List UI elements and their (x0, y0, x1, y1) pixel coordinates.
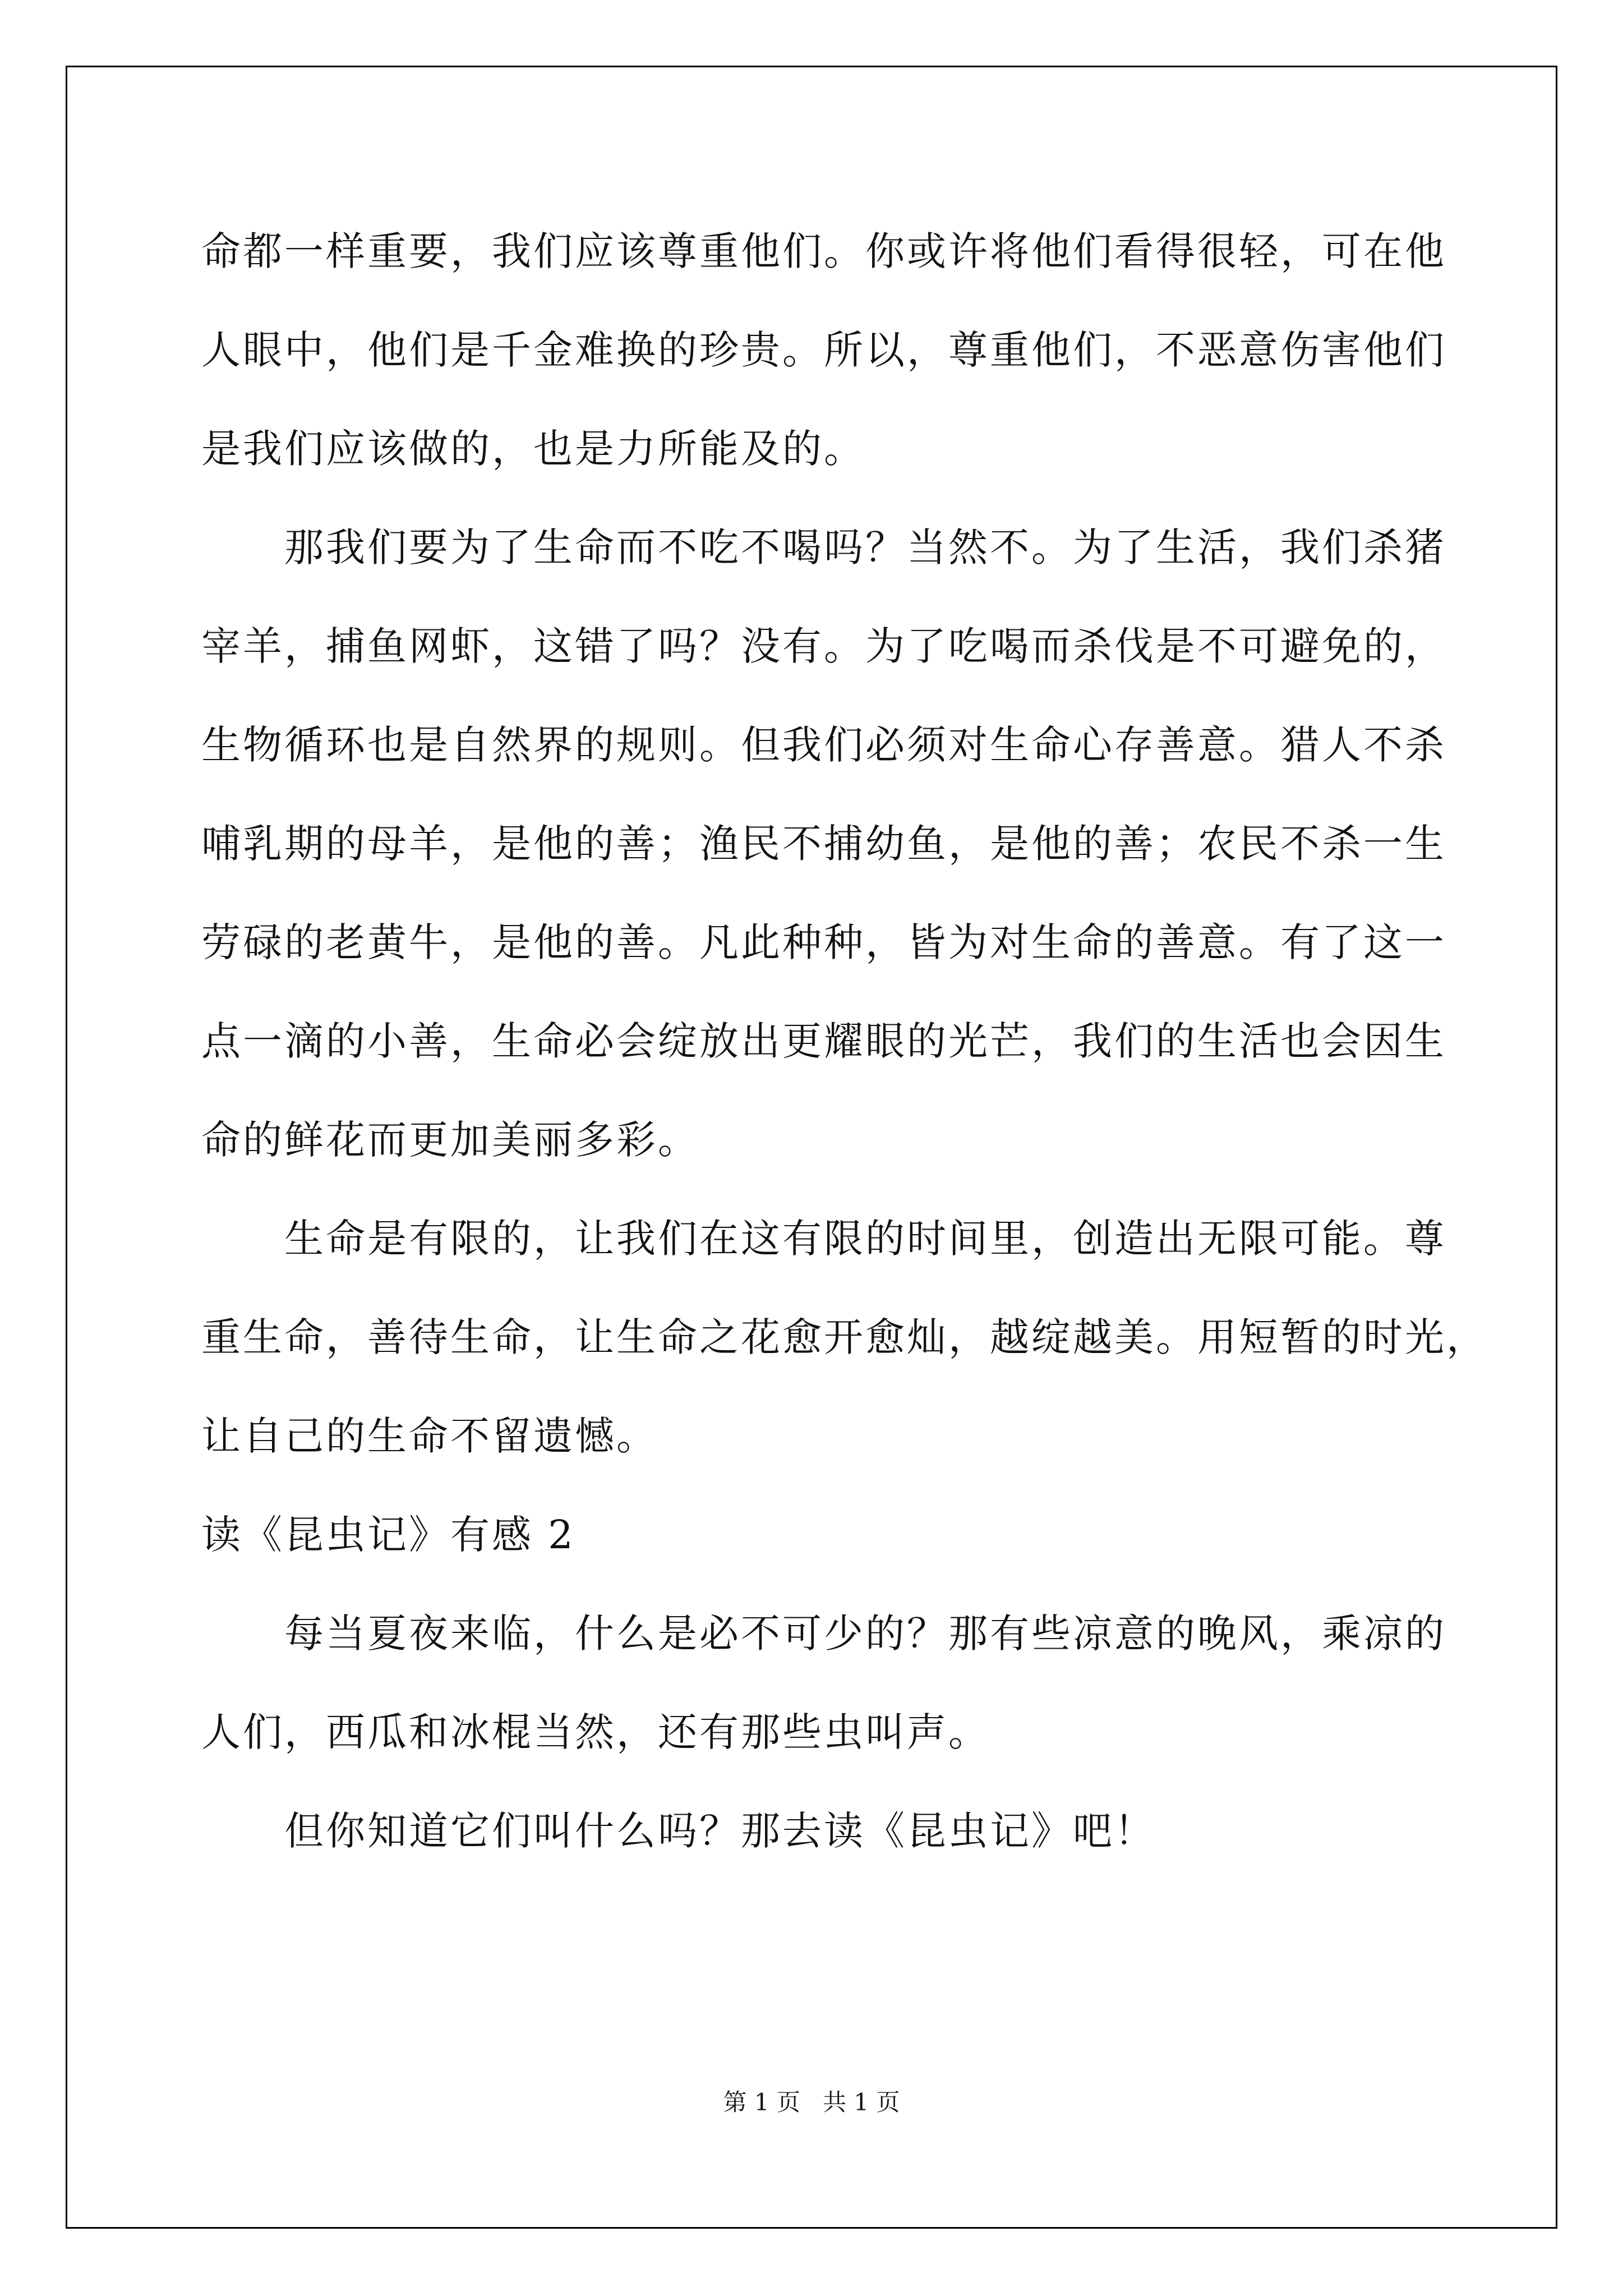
text-line: 让自己的生命不留遗憾。 (201, 1413, 658, 1459)
text-line: 是我们应该做的，也是力所能及的。 (201, 426, 865, 472)
text-line: 命都一样重要，我们应该尊重他们。你或许将他们看得很轻，可在他 (201, 228, 1446, 274)
text-line: 点一滴的小善，生命必会绽放出更耀眼的光芒，我们的生活也会因生 (201, 1018, 1446, 1064)
document-body (201, 202, 1488, 1880)
text-line: 那我们要为了生命而不吃不喝吗？当然不。为了生活，我们杀猪 (284, 524, 1446, 570)
text-line: 人眼中，他们是千金难换的珍贵。所以，尊重他们，不恶意伤害他们 (201, 327, 1446, 373)
text-line: 宰羊，捕鱼网虾，这错了吗？没有。为了吃喝而杀伐是不可避免的， (201, 623, 1446, 669)
text-line: 重生命，善待生命，让生命之花愈开愈灿，越绽越美。用短暂的时光， (201, 1314, 1488, 1360)
paragraph (201, 498, 1458, 1189)
section-heading: 读《昆虫记》有感 2 (201, 1512, 575, 1558)
text-line: 人们，西瓜和冰棍当然，还有那些虫叫声。 (201, 1709, 990, 1755)
paragraph (201, 1584, 1458, 1782)
text-line: 生物循环也是自然界的规则。但我们必须对生命心存善意。猎人不杀 (201, 722, 1446, 768)
text-line: 命的鲜花而更加美丽多彩。 (201, 1117, 699, 1163)
text-line: 劳碌的老黄牛，是他的善。凡此种种，皆为对生命的善意。有了这一 (201, 919, 1446, 965)
text-line: 生命是有限的，让我们在这有限的时间里，创造出无限可能。尊 (284, 1216, 1446, 1262)
text-line: 哺乳期的母羊，是他的善；渔民不捕幼鱼，是他的善；农民不杀一生 (201, 821, 1446, 867)
paragraph (201, 1782, 1458, 1880)
text-line: 每当夏夜来临，什么是必不可少的？那有些凉意的晚风，乘凉的 (284, 1611, 1446, 1657)
text-line: 但你知道它们叫什么吗？那去读《昆虫记》吧！ (284, 1808, 1156, 1854)
page-footer: 第 1 页 共 1 页 (723, 2088, 900, 2116)
paragraph (201, 1189, 1488, 1485)
paragraph (201, 202, 1458, 498)
